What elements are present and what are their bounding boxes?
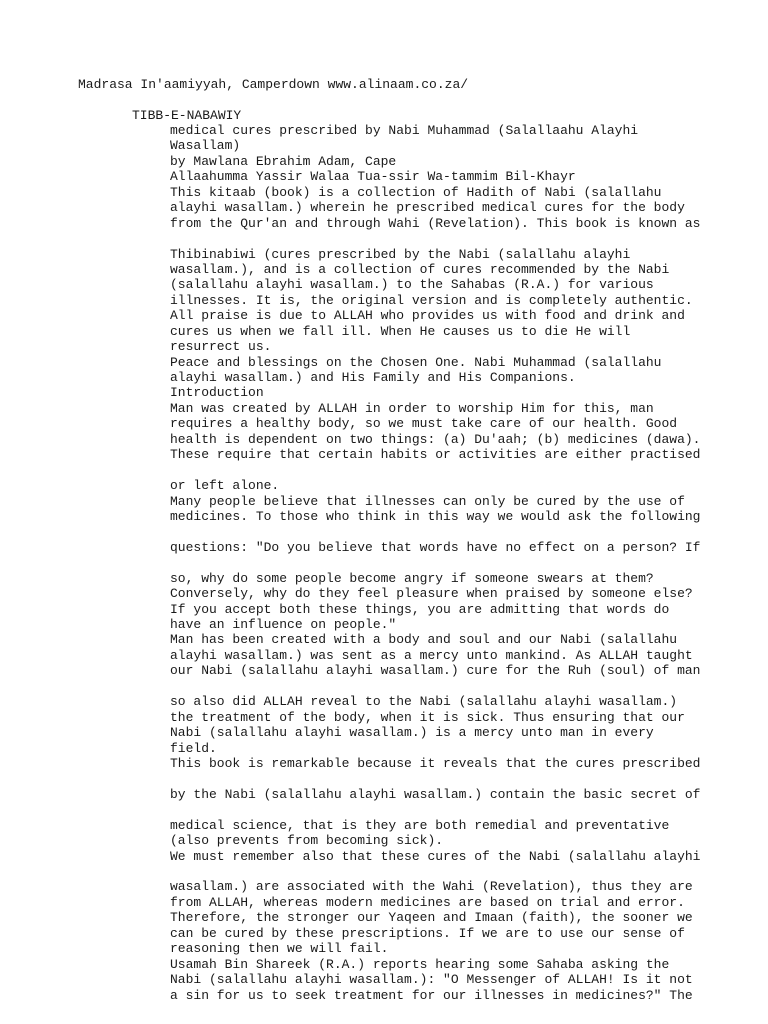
text-line <box>170 771 701 786</box>
text-line: a sin for us to seek treatment for our illnesses in medicines?" The <box>170 987 693 1003</box>
text-line: (also prevents from becoming sick). <box>170 833 444 849</box>
text-line: medical cures prescribed by Nabi Muhammad (Salallaahu Alayhi <box>170 123 639 138</box>
text-line: can be cured by these prescriptions. If we are to use our sense of <box>170 925 685 941</box>
text-line: from the Qur'an and through Wahi (Revelation). This book is known as <box>170 215 701 231</box>
text-line: Introduction <box>170 385 264 401</box>
text-line <box>170 679 701 694</box>
text-line: wasallam.) are associated with the Wahi (Revelation), thus they are <box>170 879 693 895</box>
text-line: field. <box>170 740 217 756</box>
text-line: Many people believe that illnesses can only be cured by the use of <box>170 493 685 509</box>
text-line: so, why do some people become angry if someone swears at them? <box>170 570 654 586</box>
text-line: alayhi wasallam.) and His Family and His Companions. <box>170 370 576 385</box>
text-line: Wasallam) <box>170 138 241 154</box>
text-line: Man has been created with a body and soul and our Nabi (salallahu <box>170 632 678 648</box>
text-line: medicines. To those who think in this way we would ask the following <box>170 508 701 524</box>
text-line: alayhi wasallam.) was sent as a mercy unto mankind. As ALLAH taught <box>170 647 693 663</box>
text-line: the treatment of the body, when it is sick. Thus ensuring that our <box>170 709 685 725</box>
text-line: Nabi (salallahu alayhi wasallam.): "O Messenger of ALLAH! Is it not <box>170 972 693 988</box>
text-line: Peace and blessings on the Chosen One. Nabi Muhammad (salallahu <box>170 354 662 370</box>
text-line: This kitaab (book) is a collection of Hadith of Nabi (salallahu <box>170 184 662 200</box>
text-line: (salallahu alayhi wasallam.) to the Sahabas (R.A.) for various <box>170 277 654 293</box>
text-line: health is dependent on two things: (a) Du'aah; (b) medicines (dawa). <box>170 431 701 447</box>
text-line: resurrect us. <box>170 339 272 355</box>
text-line: We must remember also that these cures of the Nabi (salallahu alayhi <box>170 848 701 864</box>
text-line: so also did ALLAH reveal to the Nabi (salallahu alayhi wasallam.) <box>170 694 678 710</box>
document-title: TIBB-E-NABAWIY <box>132 108 242 123</box>
document-body <box>170 123 701 1003</box>
text-line: cures us when we fall ill. When He causes us to die He will <box>170 323 631 339</box>
text-line: from ALLAH, whereas modern medicines are based on trial and error. <box>170 894 685 910</box>
text-line: reasoning then we will fail. <box>170 941 389 957</box>
text-line: or left alone. <box>170 478 280 494</box>
text-line <box>170 864 701 879</box>
text-line: If you accept both these things, you are admitting that words do <box>170 601 670 617</box>
text-line: our Nabi (salallahu alayhi wasallam.) cure for the Ruh (soul) of man <box>170 663 701 679</box>
text-line <box>170 555 701 570</box>
text-line: questions: "Do you believe that words have no effect on a person? If <box>170 539 701 555</box>
text-line: Thibinabiwi (cures prescribed by the Nabi (salallahu alayhi <box>170 246 631 262</box>
text-line: requires a healthy body, so we must take care of our health. Good <box>170 416 678 432</box>
text-line: Usamah Bin Shareek (R.A.) reports hearing some Sahaba asking the <box>170 956 670 972</box>
text-line <box>170 231 701 246</box>
text-line: All praise is due to ALLAH who provides us with food and drink and <box>170 308 685 324</box>
text-line: illnesses. It is, the original version and is completely authentic. <box>170 292 693 308</box>
text-line: wasallam.), and is a collection of cures recommended by the Nabi <box>170 261 670 277</box>
text-line: This book is remarkable because it reveals that the cures prescribed <box>170 755 701 771</box>
text-line <box>170 802 701 817</box>
text-line: medical science, that is they are both remedial and preventative <box>170 817 670 833</box>
text-line: have an influence on people." <box>170 617 397 632</box>
text-line: Therefore, the stronger our Yaqeen and Imaan (faith), the sooner we <box>170 910 693 926</box>
text-line: by Mawlana Ebrahim Adam, Cape <box>170 153 397 169</box>
text-line: Conversely, why do they feel pleasure when praised by someone else? <box>170 586 693 602</box>
page-header: Madrasa In'aamiyyah, Camperdown www.alinaam.co.za/ <box>78 77 469 92</box>
text-line: by the Nabi (salallahu alayhi wasallam.) contain the basic secret of <box>170 786 701 802</box>
text-line <box>170 524 701 539</box>
text-line: These require that certain habits or activities are either practised <box>170 447 701 463</box>
text-line: alayhi wasallam.) wherein he prescribed medical cures for the body <box>170 200 685 216</box>
text-line: Nabi (salallahu alayhi wasallam.) is a mercy unto man in every <box>170 725 654 741</box>
text-line: Allaahumma Yassir Walaa Tua-ssir Wa-tammim Bil-Khayr <box>170 169 576 185</box>
text-line: Man was created by ALLAH in order to worship Him for this, man <box>170 400 654 416</box>
text-line <box>170 463 701 478</box>
